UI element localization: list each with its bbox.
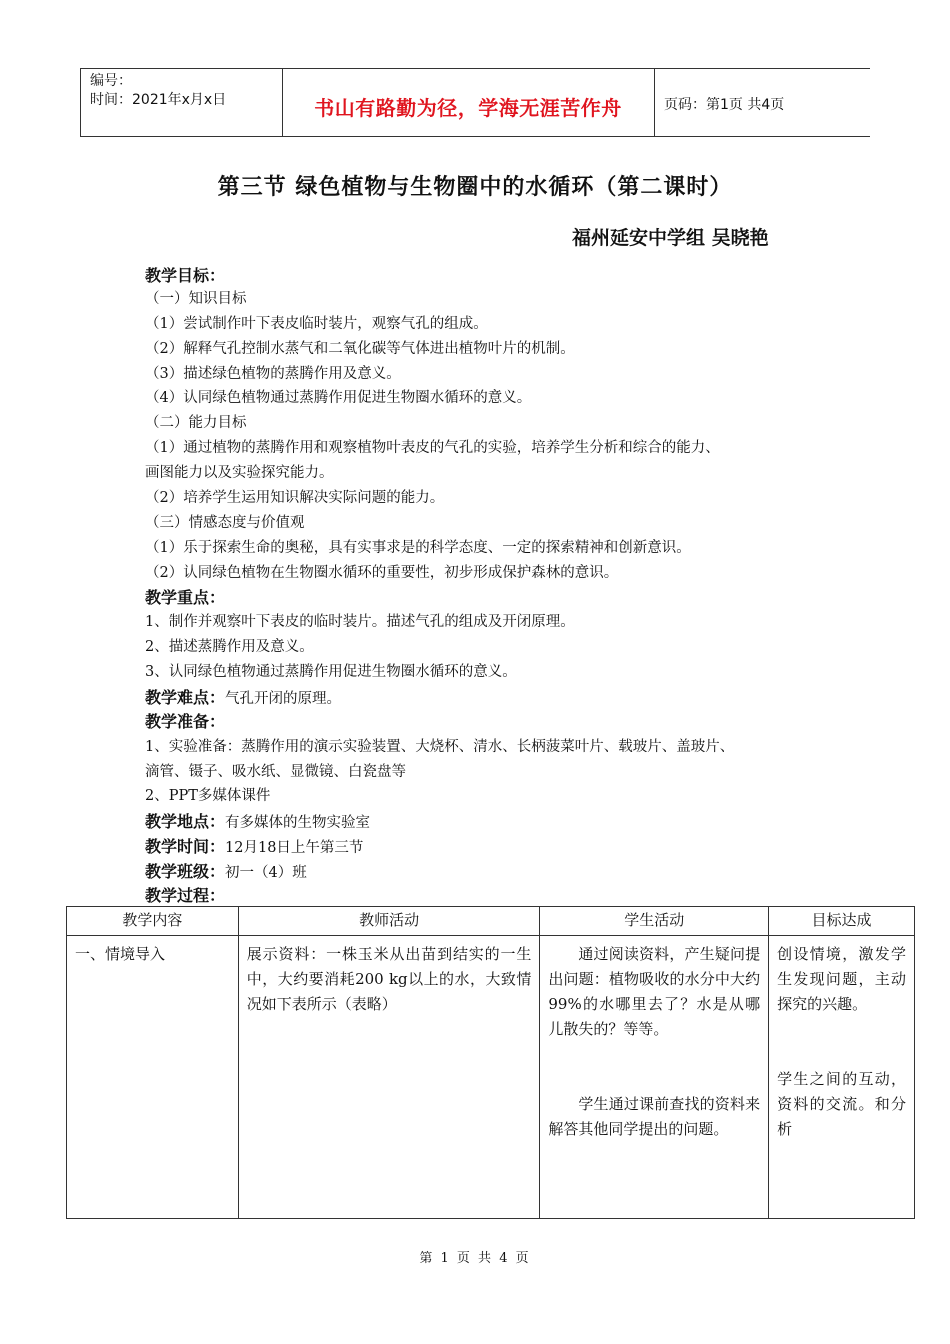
place-row (145, 809, 370, 832)
goal-cell (769, 936, 915, 1219)
keypoint-line: 2、描述蒸腾作用及意义。 (145, 639, 314, 655)
keypoint-line: 1、制作并观察叶下表皮的临时装片。描述气孔的组成及开闭原理。 (145, 614, 575, 630)
place-heading: 教学地点： (145, 812, 226, 831)
goal-line: 画图能力以及实验探究能力。 (145, 465, 334, 481)
difficulty-row (145, 685, 341, 708)
goal-line: （1）通过植物的蒸腾作用和观察植物叶表皮的气孔的实验，培养学生分析和综合的能力、 (145, 440, 720, 456)
doc-number: 编号： (90, 73, 132, 89)
column-header: 教师活动 (238, 907, 540, 936)
prep-heading: 教学准备： (145, 712, 226, 731)
goal-line: （2）培养学生运用知识解决实际问题的能力。 (145, 490, 445, 506)
process-table (66, 906, 915, 1219)
process-heading: 教学过程： (145, 886, 226, 905)
difficulty-text: 气孔开闭的原理。 (225, 691, 342, 707)
time-row (145, 834, 363, 857)
page-title: 第三节 绿色植物与生物圈中的水循环（第二课时） (217, 175, 733, 200)
class-row (145, 859, 307, 882)
table-row (67, 936, 915, 1219)
goal-line: （2）解释气孔控制水蒸气和二氧化碳等气体进出植物叶片的机制。 (145, 341, 575, 357)
header-meta (90, 72, 226, 110)
goal-line: （3）描述绿色植物的蒸腾作用及意义。 (145, 366, 401, 382)
prep-line: 2、PPT多媒体课件 (145, 788, 271, 804)
doc-time: 时间：2021年x月x日 (90, 92, 227, 108)
header-top-rule (80, 68, 870, 69)
student-cell (540, 936, 769, 1219)
goal-text: 学生之间的互动，资料的交流。和分析 (777, 1070, 906, 1138)
header-page-number: 页码：第1页 共4页 (664, 97, 785, 113)
difficulty-heading: 教学难点： (145, 688, 226, 707)
goal-line: （一）知识目标 (145, 291, 247, 307)
column-header: 教学内容 (67, 907, 239, 936)
header-divider (80, 68, 81, 136)
student-text: 通过阅读资料，产生疑问提出问题：植物吸收的水分中大约99%的水哪里去了？水是从哪儿散失的？等等。 (548, 945, 761, 1038)
prep-line: 滴管、镊子、吸水纸、显微镜、白瓷盘等 (145, 764, 406, 780)
content-cell (67, 936, 239, 1219)
header-divider (654, 68, 655, 136)
table-header-row (67, 907, 915, 936)
goals-heading: 教学目标： (145, 266, 226, 285)
column-header: 学生活动 (540, 907, 769, 936)
header-bottom-rule (80, 136, 870, 137)
goal-line: （1）乐于探索生命的奥秘，具有实事求是的科学态度、一定的探索精神和创新意识。 (145, 540, 691, 556)
class-heading: 教学班级： (145, 862, 226, 881)
goal-line: （三）情感态度与价值观 (145, 515, 305, 531)
goal-line: （4）认同绿色植物通过蒸腾作用促进生物圈水循环的意义。 (145, 390, 532, 406)
place-text: 有多媒体的生物实验室 (225, 815, 371, 831)
keypoints-heading: 教学重点： (145, 588, 226, 607)
keypoint-line: 3、认同绿色植物通过蒸腾作用促进生物圈水循环的意义。 (145, 664, 517, 680)
goal-line: （1）尝试制作叶下表皮临时装片，观察气孔的组成。 (145, 316, 488, 332)
goal-text: 创设情境，激发学生发现问题，主动探究的兴趣。 (777, 945, 906, 1013)
student-text: 学生通过课前查找的资料来解答其他同学提出的问题。 (548, 1095, 761, 1138)
class-text: 初一（4）班 (225, 865, 307, 881)
goal-line: （二）能力目标 (145, 415, 247, 431)
teacher-cell (238, 936, 540, 1219)
column-header: 目标达成 (769, 907, 915, 936)
time-heading: 教学时间： (145, 837, 226, 856)
header-motto: 书山有路勤为径，学海无涯苦作舟 (314, 96, 622, 120)
page-footer: 第 1 页 共 4 页 (419, 1251, 531, 1266)
teacher-text: 展示资料：一株玉米从出苗到结实的一生中，大约要消耗200 kg以上的水，大致情况如下表所示（表略） (246, 945, 532, 1013)
prep-line: 1、实验准备：蒸腾作用的演示实验装置、大烧杯、清水、长柄菠菜叶片、载玻片、盖玻片、 (145, 739, 735, 755)
time-text: 12月18日上午第三节 (225, 840, 364, 856)
content-text: 一、情境导入 (75, 945, 166, 963)
author: 福州延安中学组 吴晓艳 (572, 227, 769, 249)
goal-line: （2）认同绿色植物在生物圈水循环的重要性，初步形成保护森林的意识。 (145, 565, 619, 581)
